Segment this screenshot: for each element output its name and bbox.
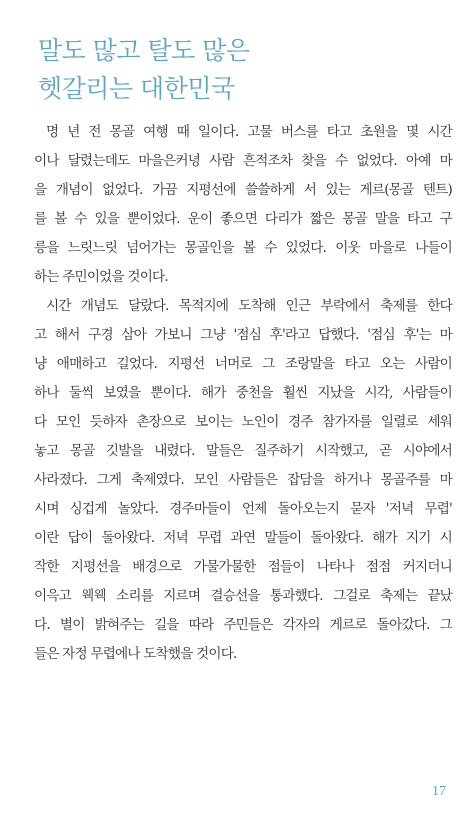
page-number: 17	[432, 784, 446, 799]
text-line: 을 개념이 없었다. 가끔 지평선에 쓸쓸하게 서 있는 게르(몽골 텐트)	[34, 182, 452, 198]
chapter-title	[38, 32, 458, 108]
text-line: 이윽고 웩웩 소리를 지르며 결승선을 통과했다. 그걸로 축제는 끝났	[34, 588, 452, 604]
body-text	[34, 118, 452, 669]
text-line: 명 년 전 몽골 여행 때 일이다. 고물 버스를 타고 초원을 몇 시간	[46, 124, 452, 140]
chapter-title-line-2: 헷갈리는 대한민국	[38, 74, 235, 103]
text-line: 놓고 몽골 깃발을 내렸다. 말들은 질주하기 시작했고, 곧 시야에서	[34, 443, 452, 459]
text-line: 냥 애매하고 길었다. 지평선 너머로 그 조랑말을 타고 오는 사람이	[34, 356, 452, 372]
text-line: 를 볼 수 있을 뿐이었다. 운이 좋으면 다리가 짧은 몽골 말을 타고 구	[34, 211, 452, 227]
text-line: 사라졌다. 그게 축제였다. 모인 사람들은 잡담을 하거나 몽골주를 마	[34, 472, 452, 488]
text-line: 작한 지평선을 배경으로 가물가물한 점들이 나타나 점점 커지더니	[34, 559, 452, 575]
chapter-title-line-1: 말도 많고 탈도 많은	[38, 36, 250, 65]
text-line: 시며 싱겁게 놀았다. 경주마들이 언제 돌아오는지 묻자 '저녁 무렵'	[34, 501, 452, 517]
text-line: 시간 개념도 달랐다. 목적지에 도착해 인근 부락에서 축제를 한다	[46, 298, 452, 314]
text-line: 하나 둘씩 보였을 뿐이다. 해가 중천을 훨씬 지났을 시각, 사람들이	[34, 385, 452, 401]
text-line: 릉을 느릿느릿 넘어가는 몽골인을 볼 수 있었다. 이웃 마을로 나들이	[34, 240, 452, 256]
text-line: 다 모인 듯하자 촌장으로 보이는 노인이 경주 참가자를 일렬로 세워	[34, 414, 452, 430]
text-line: 이란 답이 돌아왔다. 저녁 무렵 과연 말들이 돌아왔다. 해가 지기 시	[34, 530, 452, 546]
text-line: 다. 별이 밝혀주는 길을 따라 주민들은 각자의 게르로 돌아갔다. 그	[34, 617, 452, 633]
text-line: 하는 주민이었을 것이다.	[34, 269, 168, 285]
text-line: 이나 달렸는데도 마을은커녕 사람 흔적조차 찾을 수 없었다. 아예 마	[34, 153, 452, 169]
text-line: 들은 자정 무렵에나 도착했을 것이다.	[34, 646, 237, 662]
text-line: 고 해서 구경 삼아 가보니 그냥 '점심 후'라고 답했다. '점심 후'는 마	[34, 327, 452, 343]
